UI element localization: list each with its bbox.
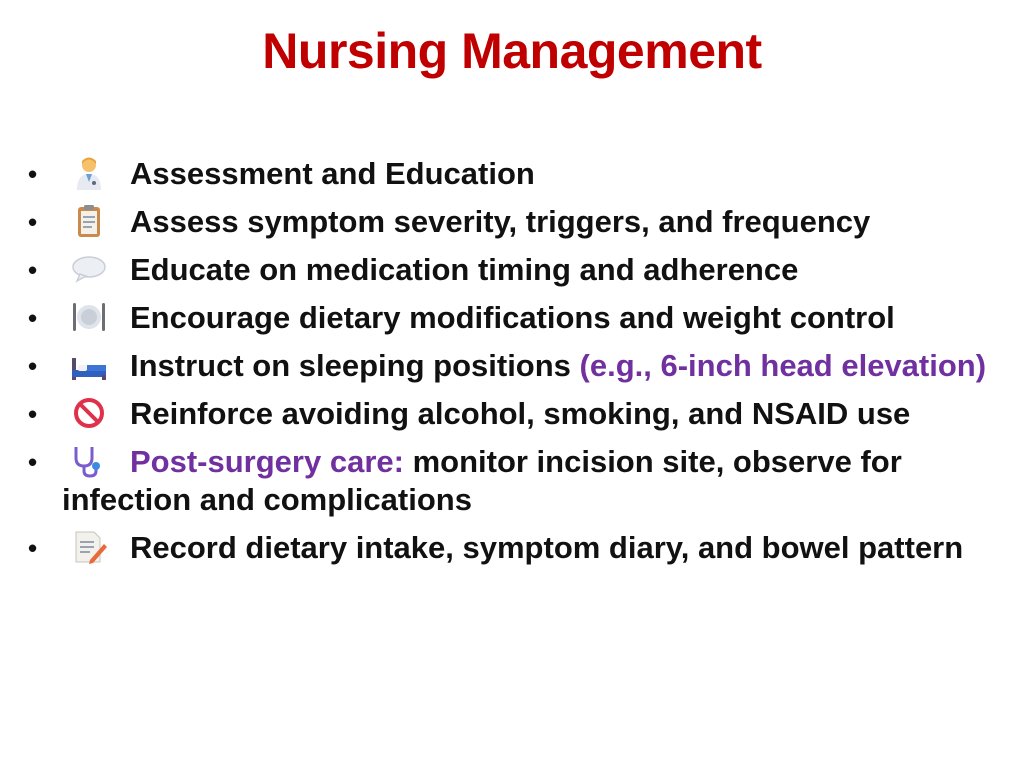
clipboard-icon [70, 204, 108, 238]
bullet-dot: • [28, 399, 38, 429]
speech-bubble-icon [70, 252, 108, 286]
bullet-dot: • [28, 207, 38, 237]
list-item: • Reinforce avoiding alcohol, smoking, and NSAID use [28, 396, 911, 431]
bullet-dot: • [28, 533, 38, 563]
slide-title: Nursing Management [262, 23, 762, 79]
health-worker-icon [70, 156, 108, 190]
list-item: • Post-surgery care: monitor incision site, observe for infection and complications [28, 444, 902, 517]
list-item: • Record dietary intake, symptom diary, and bowel pattern [28, 530, 964, 565]
list-item: • Assess symptom severity, triggers, and frequency [28, 204, 871, 239]
bullet-dot: • [28, 303, 38, 333]
list-item: • Assessment and Education [28, 156, 535, 191]
bullet-dot: • [28, 351, 38, 381]
bullet-dot: • [28, 255, 38, 285]
bullet-dot: • [28, 447, 38, 477]
stethoscope-icon [70, 444, 108, 478]
list-item: • Instruct on sleeping positions (e.g., 6-inch head elevation) [28, 348, 987, 383]
bullet-dot: • [28, 159, 38, 189]
memo-icon [70, 530, 108, 564]
bullet-list [22, 155, 1012, 577]
plate-cutlery-icon [70, 300, 108, 334]
list-item: • Educate on medication timing and adherence [28, 252, 799, 287]
prohibited-icon [70, 396, 108, 430]
bed-icon [70, 348, 108, 382]
list-item: • Encourage dietary modifications and weight control [28, 300, 895, 335]
